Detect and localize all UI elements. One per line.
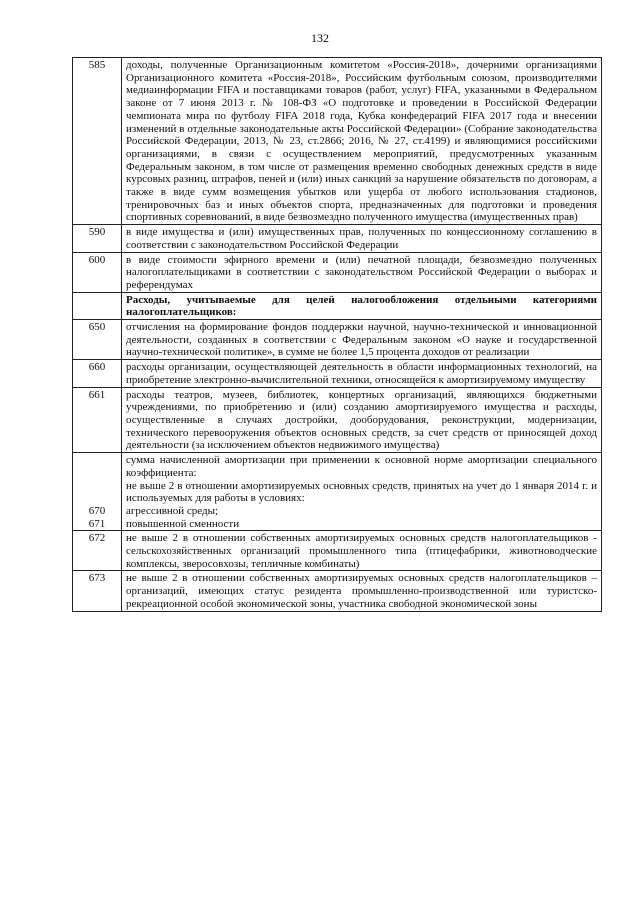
row-text: в виде стоимости эфирного времени и (или) печатной площади, безвозмездно полученных налогоплательщиками в соответствии с законодательством Российской Федерации о выборах и референдумах xyxy=(122,252,602,292)
row-code: 585 xyxy=(73,58,122,225)
section-heading: Расходы, учитываемые для целей налогообложения отдельными категориями налогоплательщиков: xyxy=(122,292,602,319)
row-text: агрессивной среды; xyxy=(126,504,219,517)
row-text-group xyxy=(122,453,602,531)
row-code: 660 xyxy=(73,360,122,387)
row-text: доходы, полученные Организационным комитетом «Россия-2018», дочерними организациями Организационного комитета «Россия-2018», Российским футбольным союзом, производителями медиаинформации FIFA и поставщиками товаров (работ, услуг) FIFA, указанными в Федеральном законе от 7 июня 2013 г. № 108-ФЗ «О подготовке и проведении в Российской Федерации чемпионата мира по футболу FIFA 2018 года, Кубка конфедераций FIFA 2017 года и внесении изменений в отдельные законодательные акты Российской Федерации» (Собрание законодательства Российской Федерации, 2013, № 23, ст.2866; 2016, № 27, ст.4199) и являющимися российскими организациями, в связи с осуществлением мероприятий, предусмотренных указанным Федеральным законом, в том числе от размещения временно свободных денежных средств в виде курсовых разниц, штрафов, пеней и (или) иных санкций за нарушение обязательств по договорам, а также в виде сумм возмещения убытков или ущерба от любого использования стадионов, тренировочных баз и иных объектов спорта, предназначенных для подготовки и проведения спортивных соревнований, в виде безвозмездно полученного имущества (имущественных прав) xyxy=(122,58,602,225)
income-expense-codes-table xyxy=(72,57,602,612)
row-codes xyxy=(73,453,122,531)
row-code xyxy=(73,292,122,319)
row-text: отчисления на формирование фондов поддержки научной, научно-технической и инновационной деятельности, созданных в соответствии с Федеральным законом «О науке и государственной научно-технической политике», в сумме не более 1,5 процента доходов от реализации xyxy=(122,320,602,360)
row-text: повышенной сменности xyxy=(126,517,240,530)
table-row xyxy=(73,360,602,387)
table-row xyxy=(73,320,602,360)
row-code: 673 xyxy=(73,571,122,611)
row-code: 650 xyxy=(73,320,122,360)
row-text: не выше 2 в отношении амортизируемых основных средств, принятых на учет до 1 января 2014 г. и используемых для работы в условиях: xyxy=(126,479,597,505)
row-text: расходы театров, музеев, библиотек, концертных организаций, являющихся бюджетными учреждениями, по приобретению и (или) созданию амортизируемого имущества и расходы, осуществленные в случаях достройки, дооборудования, реконструкции, модернизации, технического перевооружения объектов основных средств, за счет средств от приносящей доход деятельности (за исключением объектов недвижимого имущества) xyxy=(122,387,602,453)
row-text: расходы организации, осуществляющей деятельность в области информационных технологий, на приобретение электронно-вычислительной техники, относящейся к амортизируемому имуществу xyxy=(122,360,602,387)
table-row xyxy=(73,571,602,611)
table-row xyxy=(73,531,602,571)
row-code: 600 xyxy=(73,252,122,292)
row-text: не выше 2 в отношении собственных амортизируемых основных средств налогоплательщиков – организаций, имеющих статус резидента промышленно-производственной или туристско-рекреационной особой экономической зоны, участника свободной экономической зоны xyxy=(122,571,602,611)
row-code: 590 xyxy=(73,225,122,252)
row-code: 670 xyxy=(88,504,106,517)
table-row xyxy=(73,225,602,252)
depreciation-coefficient-row xyxy=(73,453,602,531)
table-row xyxy=(73,387,602,453)
table-row xyxy=(73,252,602,292)
row-text: в виде имущества и (или) имущественных прав, полученных по концессионному соглашению в соответствии с законодательством Российской Федерации xyxy=(122,225,602,252)
table-row xyxy=(73,58,602,225)
section-heading-row xyxy=(73,292,602,319)
row-code: 671 xyxy=(88,517,106,530)
page-number: 132 xyxy=(311,31,329,45)
row-text: не выше 2 в отношении собственных амортизируемых основных средств налогоплательщиков - сельскохозяйственных организаций промышленного типа (птицефабрики, животноводческие комплексы, зверосовхозы, тепличные комбинаты) xyxy=(122,531,602,571)
row-text: сумма начисленной амортизации при применении к основной норме амортизации специального коэффициента: xyxy=(126,454,597,479)
row-code: 672 xyxy=(73,531,122,571)
row-code: 661 xyxy=(73,387,122,453)
